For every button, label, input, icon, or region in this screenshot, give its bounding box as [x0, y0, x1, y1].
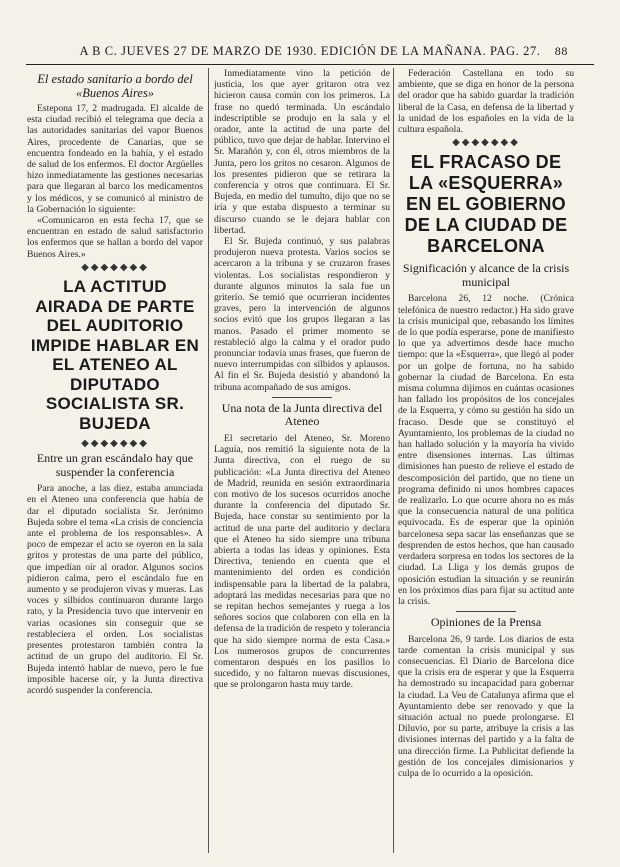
- article-body: [398, 293, 574, 607]
- paragraph: El secretario del Ateneo, Sr. Moreno Laguía, nos remitió la siguiente nota de la Junta directiva, con el ruego de su publicación: «La Junta directiva del Ateneo de Madrid, reunida en sesión extraordinaria con motivo de los sucesos ocurridos anoche durante la conferencia del diputado Sr. Bujeda, hace constar su sentimiento por la actitud de una parte del auditorio y declara que el Ateneo ha sido siempre una tribuna abierta a todas las ideas y opiniones. Esta Directiva, teniendo en cuenta que el mantenimiento del orden es condición indispensable para la libertad de la palabra, adoptará las medidas necesarias para que no se repitan hechos semejantes y ruega a los señores socios que colaboren con ella en la defensa de la tradición de respeto y tolerancia que ha sido siempre norma de esta Casa.» Los numerosos grupos de concurrentes comentaron después en los pasillos lo sucedido, y no faltaron nuevas discusiones, que se prolongaron hasta muy tarde.: [214, 432, 390, 691]
- paragraph: Barcelona 26, 12 noche. (Crónica telefónica de nuestro redactor.) Ha sido grave la crisis municipal que, rebasando los límites de lo que podía esperarse, pone de manifiesto lo que ya advertimos desde hace mucho tiempo: que la «Esquerra», que llegó al poder por un golpe de fortuna, no ha sabido gobernar la ciudad de Barcelona. En esta misma columna dijimos en cuántas ocasiones han fallado los propósitos de los concejales de la Esquerra, y cómo su gestión ha sido un fracaso. Desde que se constituyó el Ayuntamiento, los problemas de la ciudad no han hallado solución y la mayoría ha vivido entre disensiones internas. Las últimas dimisiones han puesto de relieve el estado de descomposición del partido, que no tiene un programa definido ni unos hombres capaces de realizarlo. Lo que ocurre ahora no es más que la consecuencia natural de una política equivocada. Es de esperar que la opinión barcelonesa sepa sacar las enseñanzas que se desprenden de estos hechos, que han causado verdadera sorpresa en todos los sectores de la ciudad. La Lliga y los demás grupos de oposición estudian la situación y se reunirán en los próximos días para fijar su actitud ante la crisis.: [398, 293, 574, 607]
- article-subheading: Entre un gran escándalo hay que suspender la conferencia: [36, 451, 194, 479]
- paragraph: Estepona 17, 2 madrugada. El alcalde de esta ciudad recibió el telegrama que decía a las autoridades sanitarias del vapor Buenos Aires, procedente de Canarias, que se encuentra fondeado en la bahía, y el estado de salud de los enfermos. El doctor Argüelles hizo inmediatamente las gestiones necesarias para que llegaran al barco los medicamentos y los médicos, y se comunicó al ministro de la Gobernación lo siguiente:: [27, 103, 203, 215]
- header-title: A B C. JUEVES 27 DE MARZO DE 1930. EDICIÓN DE LA MAÑANA. PAG. 27.: [79, 44, 541, 58]
- paragraph: «Comunicaron en esta fecha 17, que se encuentran en estado de salud satisfactorio los enfermos que se hallan a bordo del vapor Buenos Aires.»: [27, 215, 203, 260]
- paragraph: Para anoche, a las diez, estaba anunciada en el Ateneo una conferencia que había de dar el diputado socialista Sr. Jerónimo Bujeda sobre el tema «La crisis de conciencia ante el problema de los responsables». A poco de empezar el acto se oyeron en la sala gritos y protestas de una parte del público, que impedían oír al orador. Algunos socios pidieron calma, pero el escándalo fue en aumento y se produjeron vivas y mueras. Las voces y silbidos continuaron durante largo rato, y la Presidencia tuvo que intervenir en varias ocasiones sin conseguir que se restableciera el orden. Los socialistas presentes protestaron también contra la actitud de un grupo del auditorio. El Sr. Bujeda intentó hablar de nuevo, pero le fue imposible hacerse oír, y la Junta directiva acordó suspender la conferencia.: [27, 483, 203, 696]
- article-body: [398, 634, 574, 780]
- article-body: [398, 68, 574, 135]
- article-heading: El estado sanitario a bordo del «Buenos Aires»: [37, 72, 193, 100]
- article-subheading: Opiniones de la Prensa: [430, 615, 542, 630]
- article-headline: LA ACTITUD AIRADA DE PARTE DEL AUDITORIO IMPIDE HABLAR EN EL ATENEO AL DIPUTADO SOCIALISTA SR. BUJEDA: [30, 277, 200, 433]
- paragraph: Barcelona 26, 9 tarde. Los diarios de esta tarde comentan la crisis municipal y sus consecuencias. El Diario de Barcelona dice que la crisis era de esperar y que la Esquerra ha demostrado su incapacidad para gobernar la ciudad. La Veu de Catalunya afirma que el Ayuntamiento debe ser renovado y que la situación actual no puede prolongarse. El Diluvio, por su parte, atribuye la crisis a las divisiones internas del partido y a la falta de una dirección firme. La Publicitat defiende la gestión de los concejales dimisionarios y culpa de lo ocurrido a la oposición.: [398, 633, 574, 780]
- header-rule: [26, 64, 594, 65]
- article-headline: EL FRACASO DE LA «ESQUERRA» EN EL GOBIERNO DE LA CIUDAD DE BARCELONA: [404, 152, 568, 257]
- column-3: [398, 68, 574, 853]
- article-body: [214, 433, 390, 691]
- column-divider: [208, 68, 209, 853]
- page-header: [0, 44, 620, 64]
- article-subheading: Una nota de la Junta directiva del Ateneo: [221, 400, 383, 429]
- divider: [272, 397, 332, 398]
- paragraph: El Sr. Bujeda continuó, y sus palabras produjeron nueva protesta. Varios socios se acercaron a la tribuna y se cruzaron frases violentas. Los socialistas respondieron y durante algunos minutos la sala fue un griterío. Se temió que ocurrieran incidentes graves, pero la intervención de algunos socios evitó que los grupos llegaran a las manos. Pasado el primer momento se restableció algo la calma y el orador pudo pronunciar todavía unas frases, que fueron de nuevo interrumpidas con silbidos y aplausos. Al fin el Sr. Bujeda desistió y abandonó la tribuna acompañado de sus amigos.: [214, 236, 390, 393]
- article-body: [27, 103, 203, 260]
- column-2: [214, 68, 390, 853]
- ornament-divider: ◆◆◆◆◆◆◆: [81, 438, 149, 450]
- article-subheading: Significación y alcance de la crisis municipal: [402, 261, 570, 289]
- ornament-divider: ◆◆◆◆◆◆◆: [452, 137, 520, 149]
- article-body: [27, 483, 203, 696]
- corner-mark: 88: [554, 44, 568, 58]
- article-body: [214, 68, 390, 393]
- column-1: [27, 68, 203, 853]
- divider: [456, 611, 516, 612]
- ornament-divider: ◆◆◆◆◆◆◆: [81, 261, 149, 273]
- paragraph: Inmediatamente vino la petición de justicia, los que ayer gritaron otra vez hicieron causa común con los primeros. La frase no quedó terminada. Un escándalo indescriptible se produjo en la sala y el orador, ante la actitud de una parte del público, tuvo que dejar de hablar. Intervino el Sr. Marañón y, con él, otros miembros de la Junta, pero los gritos no cesaron. Algunos de los presentes pidieron que se retirara la conferencia y otros que continuara. El Sr. Bujeda, en medio del tumulto, dijo que no se iría y que estaba dispuesto a terminar su discurso cuando se le dejara hablar con libertad.: [214, 68, 390, 236]
- column-divider: [393, 68, 394, 853]
- paragraph: Federación Castellana en todo su ambiente, que se diga en honor de la persona del orador que ha sabido guardar la tradición liberal de la Casa, en defensa de la libertad y la unidad de los españoles en la vida de la cultura española.: [398, 68, 574, 136]
